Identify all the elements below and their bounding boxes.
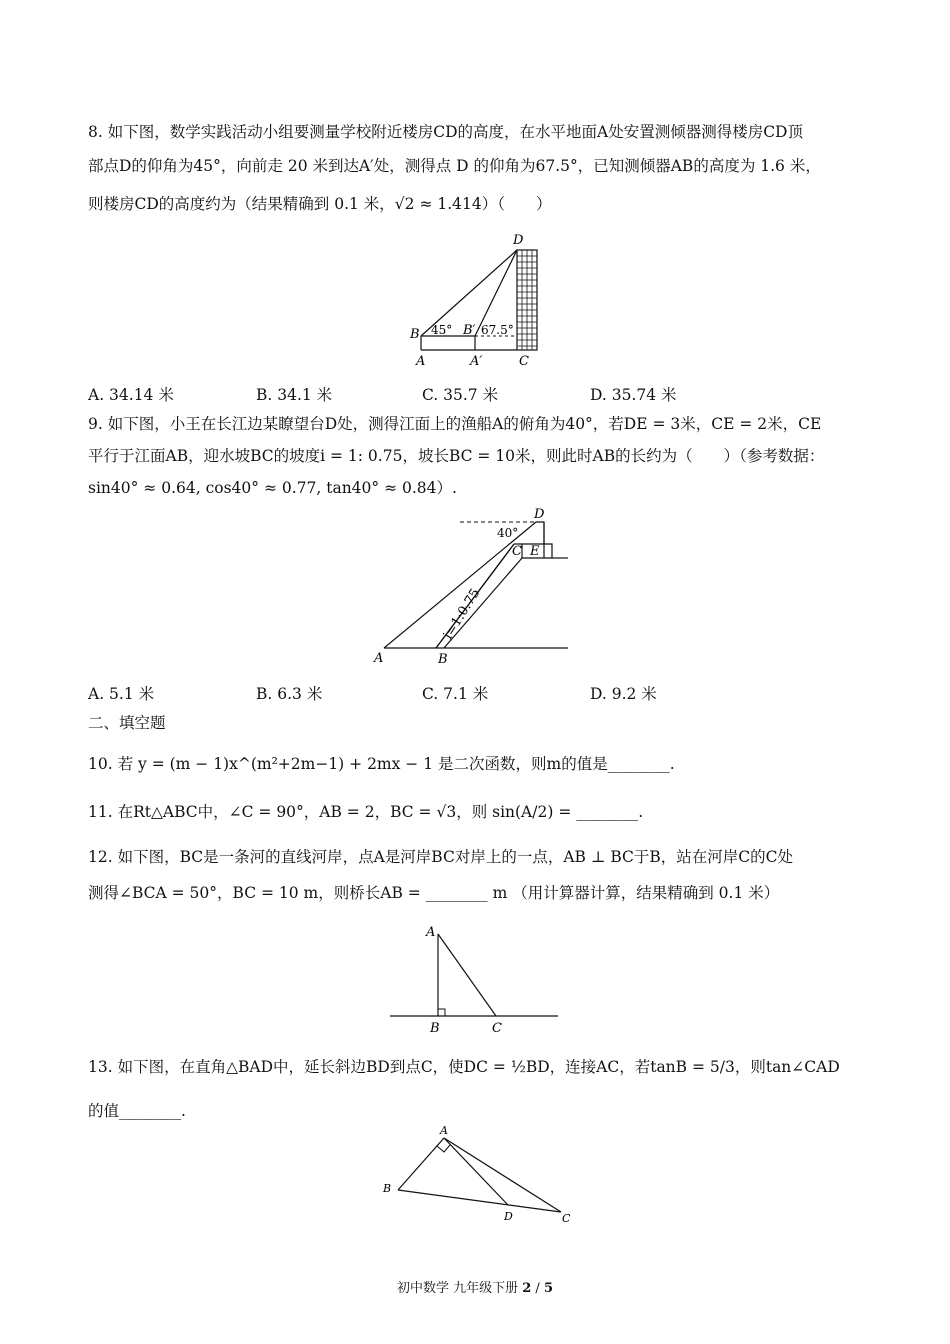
segment-ad: [444, 1138, 508, 1205]
q9-figure: [372, 502, 577, 670]
q8-line-2: 部点D的仰角为45°，向前走 20 米到达A′处，测得点 D 的仰角为67.5°，已知测倾器AB的高度为 1.6 米，: [88, 157, 821, 175]
q8-line-3: 则楼房CD的高度约为（结果精确到 0.1 米，√2 ≈ 1.414）（ ）: [88, 195, 552, 213]
label-b: B: [410, 327, 420, 342]
footer-text: 初中数学 九年级下册: [396, 1281, 523, 1296]
label-a: A: [440, 1124, 448, 1137]
right-angle-mark: [438, 1009, 445, 1016]
q12-line-1: 12. 如下图，BC是一条河的直线河岸，点A是河岸BC对岸上的一点，AB ⊥ BC于B，站在河岸C的C处: [88, 848, 794, 866]
q9-line-2: 平行于江面AB，迎水坡BC的坡度i = 1: 0.75，坡长BC = 10米，则此时AB的长约为（ ）（参考数据：: [88, 447, 825, 465]
label-d: D: [513, 233, 524, 248]
q8-option-a: A. 34.14 米: [88, 386, 174, 404]
label-40: 40°: [497, 526, 519, 540]
q11-line: 11. 在Rt△ABC中，∠C = 90°，AB = 2，BC = √3，则 sin(A/2) = ________.: [88, 803, 644, 821]
q9-line-3: sin40° ≈ 0.64, cos40° ≈ 0.77, tan40° ≈ 0.84）.: [88, 479, 457, 497]
label-b-prime: B′: [463, 323, 476, 338]
label-a: A: [374, 651, 384, 666]
q8-line-1: 8. 如下图，数学实践活动小组要测量学校附近楼房CD的高度，在水平地面A处安置测倾器测得楼房CD顶: [88, 123, 803, 141]
label-slope: i=1:0.75: [440, 586, 484, 643]
q9-option-c: C. 7.1 米: [422, 685, 489, 703]
q13-figure: [378, 1122, 578, 1226]
label-a-prime: A′: [470, 354, 483, 369]
segment-ac: [438, 934, 496, 1016]
label-e: E: [530, 544, 540, 559]
label-c: C: [512, 544, 522, 559]
q9-option-d: D. 9.2 米: [590, 685, 657, 703]
label-b: B: [383, 1182, 392, 1195]
label-a: A: [416, 354, 426, 369]
page-separator: /: [531, 1281, 544, 1296]
q8-option-c: C. 35.7 米: [422, 386, 499, 404]
q8-option-d: D. 35.74 米: [590, 386, 677, 404]
page-footer: [0, 1277, 950, 1296]
segment-ac: [444, 1138, 561, 1212]
label-c: C: [492, 1021, 502, 1036]
q12-figure: [390, 920, 560, 1038]
q8-figure: [395, 228, 555, 370]
q10-line: 10. 若 y = (m − 1)x^(m²+2m−1) + 2mx − 1 是二次函数，则m的值是________.: [88, 755, 675, 773]
q9-option-a: A. 5.1 米: [88, 685, 155, 703]
segment-ba: [398, 1138, 444, 1190]
q8-option-b: B. 34.1 米: [256, 386, 333, 404]
label-b: B: [430, 1021, 440, 1036]
q9-line-1: 9. 如下图，小王在长江边某瞭望台D处，测得江面上的渔船A的俯角为40°，若DE = 3米，CE = 2米，CE: [88, 415, 822, 433]
label-b: B: [438, 652, 448, 667]
page-total: 5: [543, 1281, 553, 1296]
label-c: C: [562, 1212, 571, 1225]
q12-line-2: 测得∠BCA = 50°，BC = 10 m，则桥长AB = ________ m （用计算器计算，结果精确到 0.1 米）: [88, 884, 780, 902]
section-2-heading: 二、填空题: [88, 714, 166, 732]
segment-bc: [398, 1190, 561, 1212]
page-number: 2: [522, 1281, 532, 1296]
q13-line-1: 13. 如下图，在直角△BAD中，延长斜边BD到点C，使DC = ½BD，连接AC，若tanB = 5/3，则tan∠CAD: [88, 1058, 840, 1076]
label-d: D: [504, 1210, 513, 1223]
right-angle-mark: [437, 1145, 450, 1152]
label-45: 45°: [431, 323, 453, 337]
label-67-5: 67.5°: [481, 323, 514, 337]
q9-option-b: B. 6.3 米: [256, 685, 323, 703]
label-d: D: [534, 507, 545, 522]
q13-line-2: 的值________.: [88, 1102, 186, 1120]
label-c: C: [519, 354, 529, 369]
label-a: A: [426, 925, 436, 940]
